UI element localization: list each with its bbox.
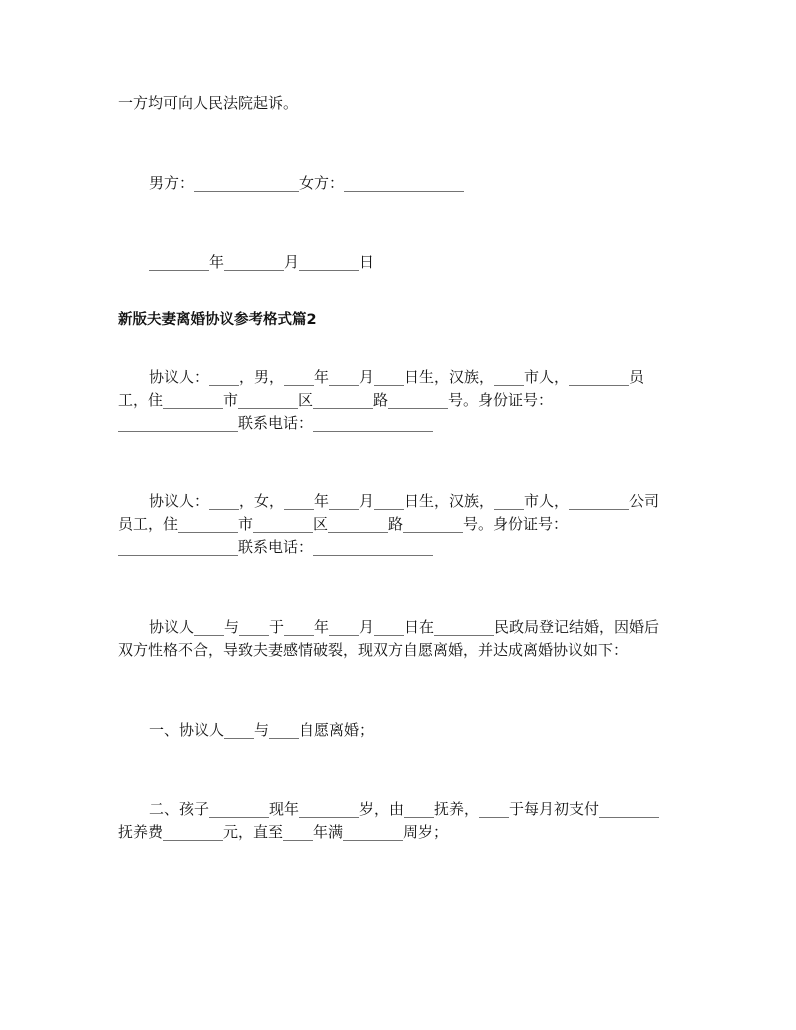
- text-line: 一方均可向人民法院起诉。: [118, 94, 299, 112]
- text-line: 工，住________市________区________路________号。身份证号：: [118, 391, 554, 409]
- party-1-paragraph: [118, 366, 683, 435]
- clause-2: [118, 798, 683, 844]
- text-line: 协议人____与____于____年____月____日在________民政局登记结婚，因婚后: [149, 618, 660, 636]
- text-line: 二、孩子________现年________岁，由____抚养，____于每月初支付________: [149, 800, 660, 818]
- text-line: 双方性格不合，导致夫妻感情破裂，现双方自愿离婚，并达成离婚协议如下：: [118, 641, 629, 659]
- text-line: 员工，住________市________区________路________号。身份证号：: [118, 515, 569, 533]
- text-line: ________________联系电话：________________: [118, 414, 434, 432]
- text-line: ________年________月________日: [149, 253, 375, 271]
- text-line: 一、协议人____与____自愿离婚；: [149, 721, 375, 739]
- text-line: 协议人：____，男，____年____月____日生，汉族，____市人，________员: [149, 368, 645, 386]
- clause-1: [118, 719, 683, 742]
- date-line: [118, 251, 683, 274]
- section-title: 新版夫妻离婚协议参考格式篇2: [118, 312, 317, 328]
- party-2-paragraph: [118, 490, 683, 559]
- text-line: 抚养费________元，直至____年满________周岁；: [118, 823, 449, 841]
- text-line: 男方：______________女方：________________: [149, 174, 465, 192]
- signature-line: [118, 172, 683, 195]
- paragraph-lawsuit-clause: [118, 92, 683, 115]
- intro-paragraph: [118, 616, 683, 662]
- text-line: ________________联系电话：________________: [118, 538, 434, 556]
- text-line: 协议人：____，女，____年____月____日生，汉族，____市人，________公司: [149, 492, 660, 510]
